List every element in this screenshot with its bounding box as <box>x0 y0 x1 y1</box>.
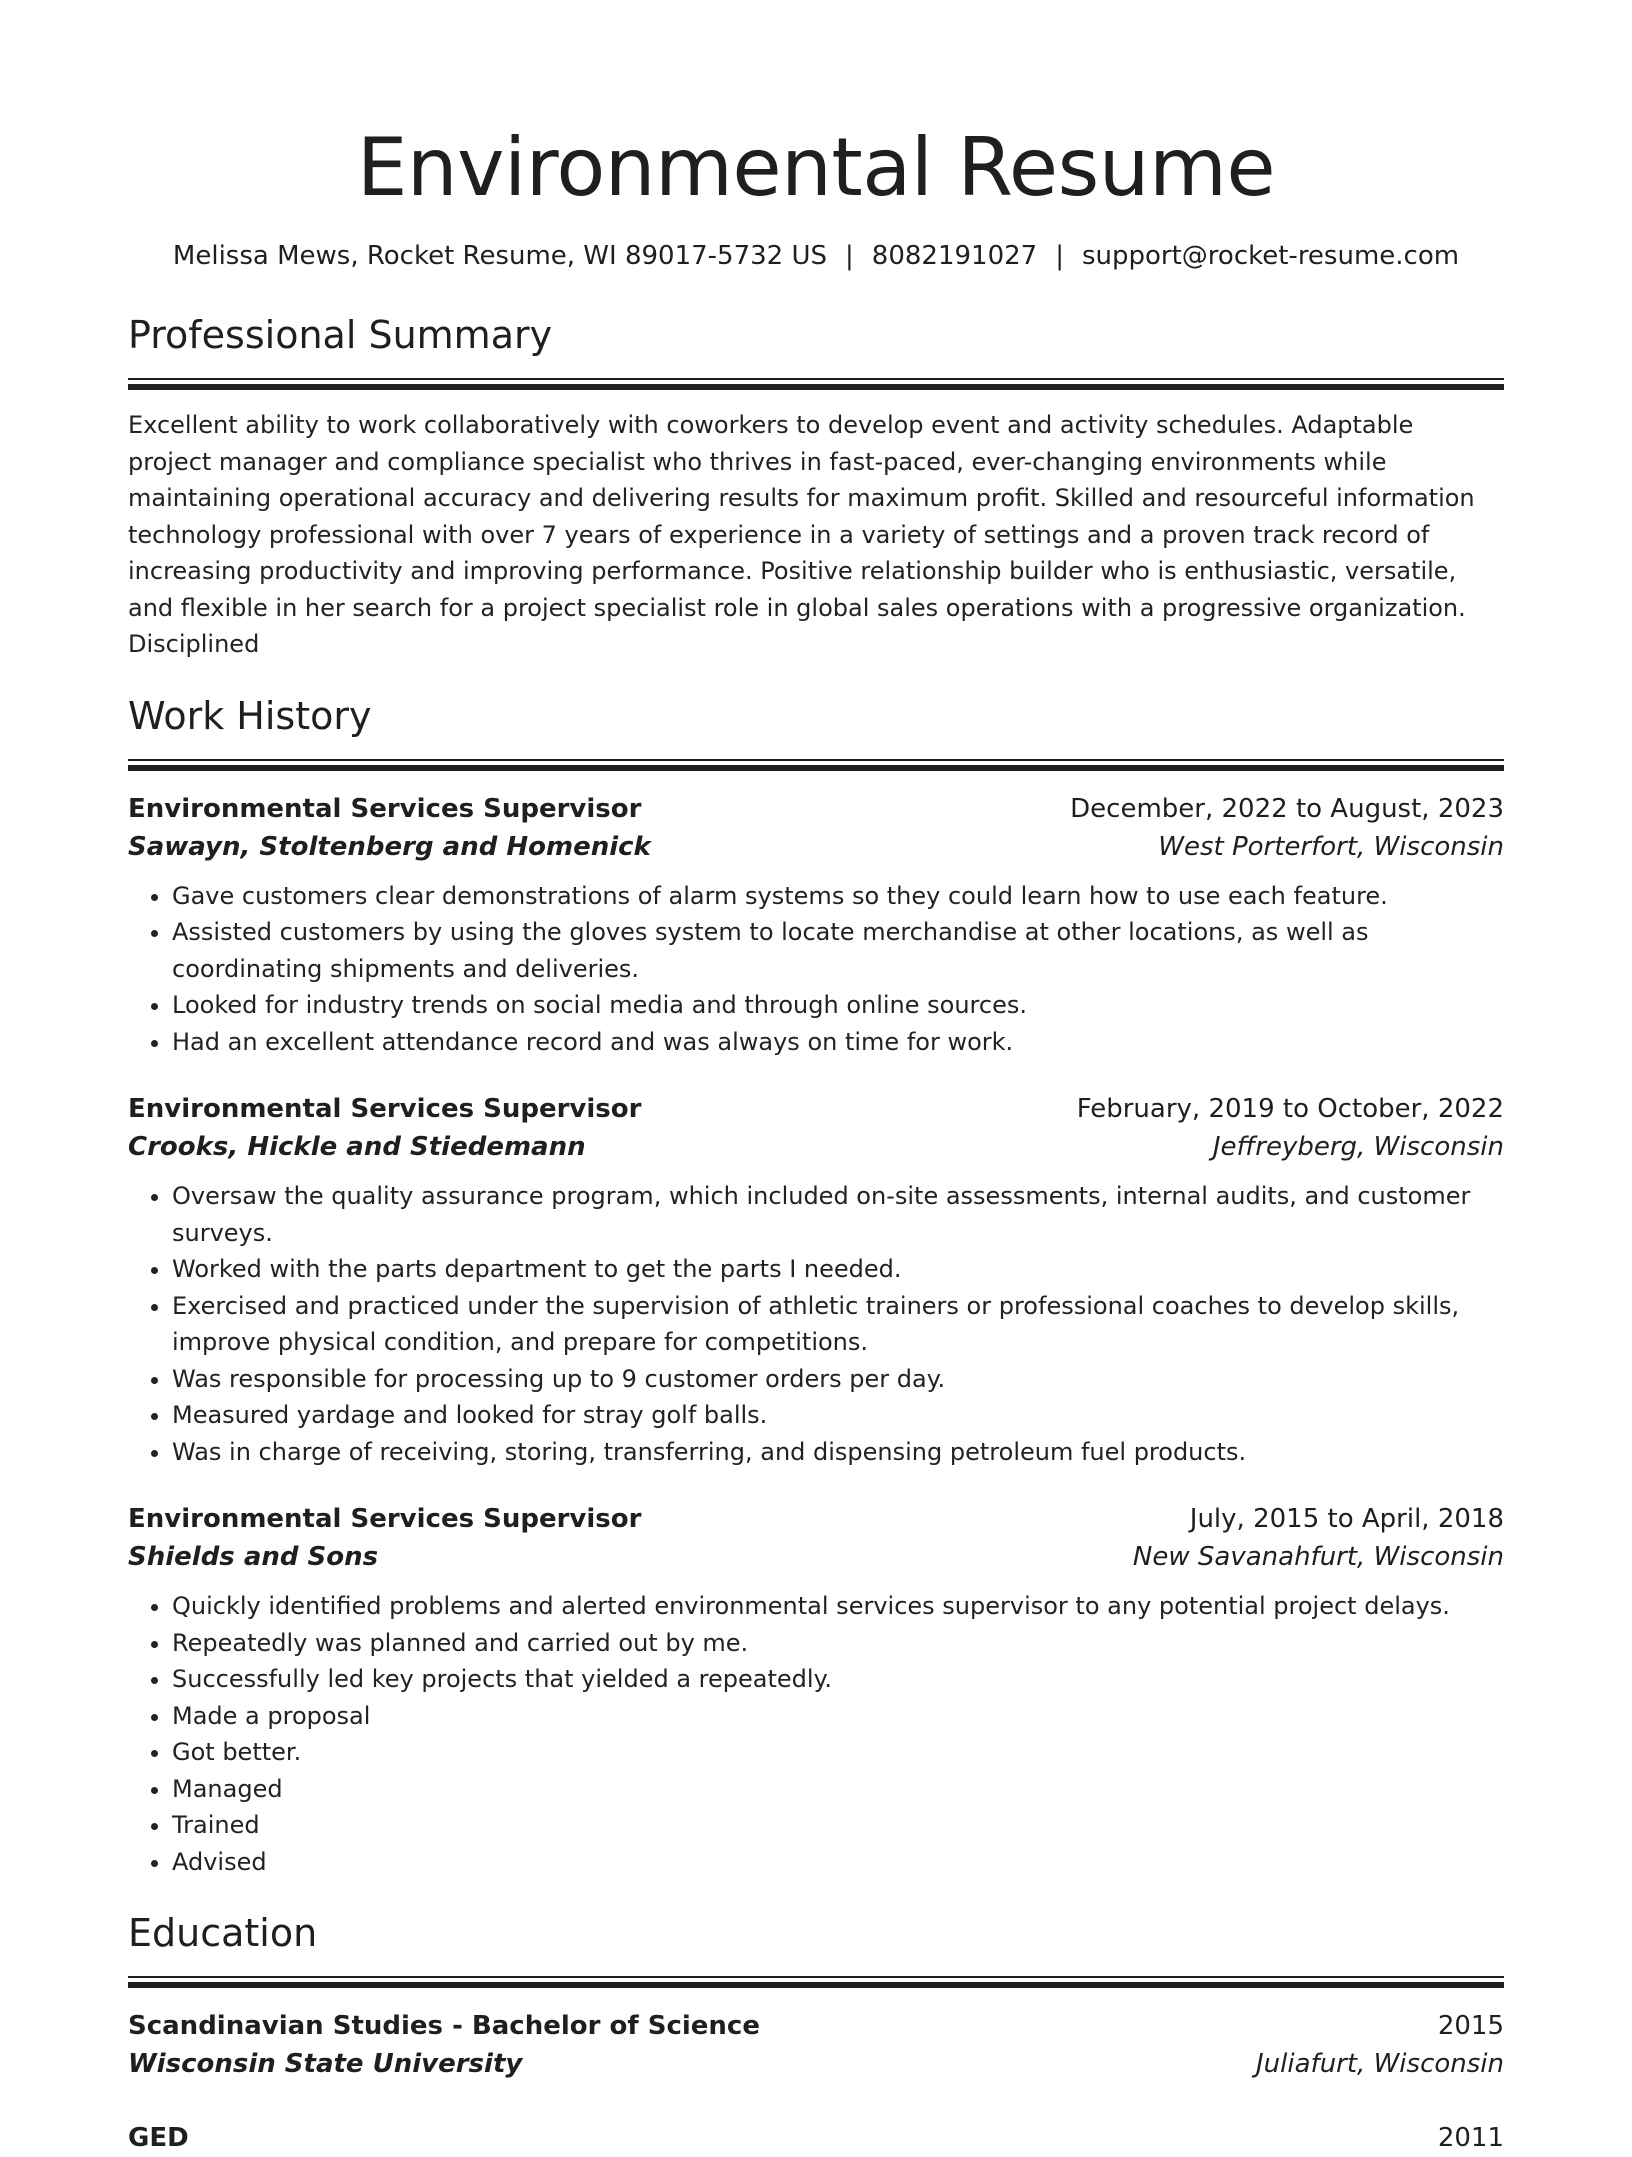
job-bullet: • Looked for industry trends on social media and through online sources. <box>172 987 1504 1024</box>
contact-line <box>128 238 1504 274</box>
job-bullets <box>128 878 1504 1061</box>
education-school: Wisconsin State University <box>128 2049 523 2079</box>
contact-email: support@rocket-resume.com <box>1081 241 1460 271</box>
job-entry <box>128 1090 1504 1470</box>
contact-phone: 8082191027 <box>871 241 1038 271</box>
job-title: Environmental Services Supervisor <box>128 793 642 824</box>
education-location: Juliafurt, Wisconsin <box>1256 2049 1504 2079</box>
section-divider <box>128 378 1504 389</box>
job-company: Sawayn, Stoltenberg and Homenick <box>128 831 651 862</box>
summary-section <box>128 310 1504 663</box>
job-bullet: • Assisted customers by using the gloves system to locate merchandise at other locations, as well as coordinating shipments and deliveries. <box>172 914 1504 987</box>
section-heading-summary: Professional Summary <box>128 313 553 357</box>
job-dates: February, 2019 to October, 2022 <box>1076 1094 1504 1124</box>
job-bullet: • Trained <box>172 1807 1504 1844</box>
job-company: Shields and Sons <box>128 1542 379 1572</box>
job-bullet: • Managed <box>172 1771 1504 1808</box>
section-divider <box>128 759 1504 770</box>
education-entry <box>128 2119 1504 2157</box>
job-bullet: • Was in charge of receiving, storing, transferring, and dispensing petroleum fuel products. <box>172 1434 1504 1471</box>
section-divider <box>128 1976 1504 1987</box>
job-bullet: • Exercised and practiced under the supervision of athletic trainers or professional coaches to develop skills, improve physical condition, and prepare for competitions. <box>172 1288 1504 1361</box>
job-location: New Savanahfurt, Wisconsin <box>1132 1542 1504 1572</box>
job-bullet: • Repeatedly was planned and carried out by me. <box>172 1625 1504 1662</box>
job-entry <box>128 790 1504 1061</box>
job-title: Environmental Services Supervisor <box>128 1504 642 1534</box>
job-bullet: • Oversaw the quality assurance program, which included on-site assessments, internal audits, and customer surveys. <box>172 1178 1504 1251</box>
education-year: 2011 <box>1437 2123 1504 2153</box>
summary-text: Excellent ability to work collaboratively with coworkers to develop event and activity schedules. Adaptable project manager and compliance specialist who thrives in fast-paced, ever-changing environments while maintaining operational accuracy and delivering results for maximum profit. Skilled and resourceful information technology professional with over 7 years of experience in a variety of settings and a proven track record of increasing productivity and improving performance. Positive relationship builder who is enthusiastic, versatile, and flexible in her search for a project specialist role in global sales operations with a progressive organization. Disciplined <box>128 411 1475 658</box>
job-bullet: • Got better. <box>172 1734 1504 1771</box>
education-degree: Scandinavian Studies - Bachelor of Science <box>128 2011 760 2041</box>
section-heading-work-history: Work History <box>128 693 372 738</box>
job-dates: July, 2015 to April, 2018 <box>1189 1504 1504 1534</box>
job-dates: December, 2022 to August, 2023 <box>1070 793 1504 824</box>
education-section <box>128 1908 1504 2157</box>
job-bullet: • Gave customers clear demonstrations of alarm systems so they could learn how to use each feature. <box>172 878 1504 915</box>
job-bullet: • Made a proposal <box>172 1698 1504 1735</box>
resume-title: Environmental Resume <box>356 121 1276 214</box>
education-year: 2015 <box>1437 2011 1504 2041</box>
job-location: West Porterfort, Wisconsin <box>1158 831 1504 862</box>
job-entry <box>128 1500 1504 1880</box>
work-history-section <box>128 691 1504 1881</box>
job-bullet: • Advised <box>172 1844 1504 1881</box>
education-entry <box>128 2007 1504 2083</box>
contact-separator: | <box>1055 241 1064 271</box>
job-bullets <box>128 1178 1504 1470</box>
job-location: Jeffreyberg, Wisconsin <box>1212 1132 1504 1162</box>
job-title: Environmental Services Supervisor <box>128 1094 642 1124</box>
education-degree: GED <box>128 2123 189 2153</box>
job-bullet: • Was responsible for processing up to 9 customer orders per day. <box>172 1361 1504 1398</box>
job-bullet: • Quickly identified problems and alerted environmental services supervisor to any potential project delays. <box>172 1588 1504 1625</box>
contact-address: Melissa Mews, Rocket Resume, WI 89017-5732 US <box>172 241 828 271</box>
job-company: Crooks, Hickle and Stiedemann <box>128 1132 586 1162</box>
job-bullet: • Worked with the parts department to get the parts I needed. <box>172 1251 1504 1288</box>
job-bullets <box>128 1588 1504 1880</box>
job-bullet: • Had an excellent attendance record and was always on time for work. <box>172 1024 1504 1061</box>
section-heading-education: Education <box>128 1911 318 1955</box>
job-bullet: • Successfully led key projects that yielded a repeatedly. <box>172 1661 1504 1698</box>
job-bullet: • Measured yardage and looked for stray golf balls. <box>172 1397 1504 1434</box>
contact-separator: | <box>845 241 854 271</box>
